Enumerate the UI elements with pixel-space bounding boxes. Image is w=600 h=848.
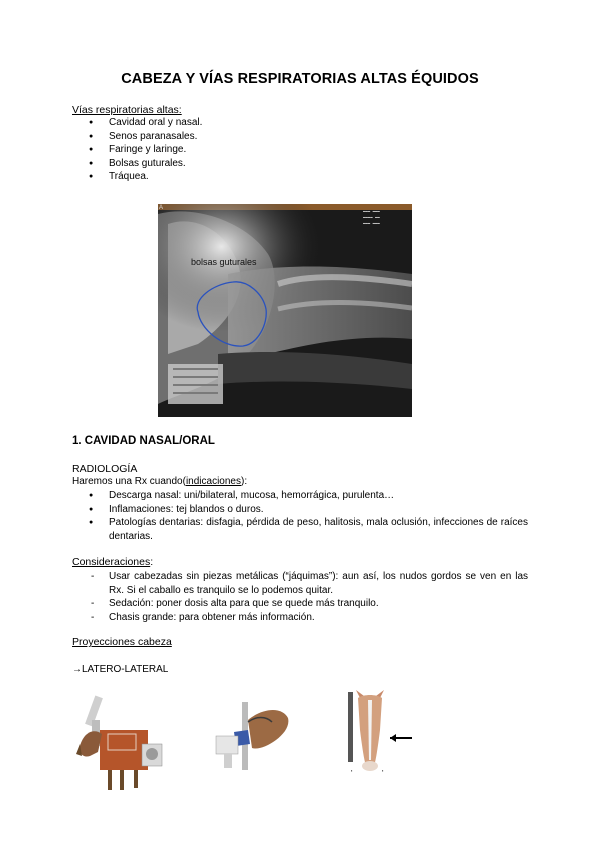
horse-frontal-figure <box>346 690 414 776</box>
indicaciones-link: indicaciones <box>185 476 241 487</box>
latero-lateral-label: →LATERO-LATERAL <box>72 664 169 675</box>
list-item: ● Bolsas guturales. <box>72 157 202 171</box>
svg-text:▪: ▪ <box>351 768 353 773</box>
radiologia-label: RADIOLOGÍA <box>72 463 138 475</box>
page-title: CABEZA Y VÍAS RESPIRATORIAS ALTAS ÉQUIDOS <box>121 71 479 87</box>
section-heading: 1. CAVIDAD NASAL/ORAL <box>72 435 215 447</box>
svg-text:▬▬▬ ▬▬▬: ▬▬▬ ▬▬▬ <box>363 210 380 214</box>
list-item: - Sedación: poner dosis alta para que se quede más tranquilo. <box>72 597 528 611</box>
list-item: - Chasis grande: para obtener más información. <box>72 611 528 625</box>
list-item: ● Cavidad oral y nasal. <box>72 116 202 130</box>
consideraciones-heading <box>72 556 153 568</box>
xray-image <box>158 204 412 417</box>
list-item: ● Inflamaciones: tej blandos o duros. <box>72 503 528 517</box>
vias-respiratorias-label: Vías respiratorias altas: <box>72 104 182 116</box>
indicaciones-list <box>72 489 528 543</box>
list-item: - Usar cabezadas sin piezas metálicas (“jáquimas”): aun así, los nudos gordos se ven en las Rx. Si el caballo es tranquilo se lo podemos quitar. <box>72 570 528 597</box>
horse-lateral-figure <box>72 694 168 794</box>
indicaciones-intro <box>72 476 247 487</box>
svg-text:▪: ▪ <box>382 768 384 773</box>
svg-text:▬▬▬ ▬▬▬: ▬▬▬ ▬▬▬ <box>363 222 380 226</box>
list-item: ● Patologías dentarias: disfagia, pérdida de peso, halitosis, mala oclusión, infecciones de raíces dentarias. <box>72 516 528 543</box>
consideraciones-label: Consideraciones <box>72 556 151 568</box>
list-item: ● Senos paranasales. <box>72 130 202 144</box>
list-item: ● Tráquea. <box>72 170 202 184</box>
consideraciones-colon: : <box>150 556 154 568</box>
proyecciones-heading: Proyecciones cabeza <box>72 636 172 648</box>
horse-head-figure <box>212 700 290 772</box>
list-item: ● Descarga nasal: uni/bilateral, mucosa, hemorrágica, purulenta… <box>72 489 528 503</box>
intro-suffix: ): <box>241 476 248 487</box>
xray-label: bolsas guturales <box>191 257 257 267</box>
svg-text:▬▬▬▬ ▬▬: ▬▬▬▬ ▬▬ <box>363 216 380 220</box>
vias-list <box>72 116 202 184</box>
consideraciones-list <box>72 570 528 624</box>
xray-corner-label: A <box>159 205 164 211</box>
intro-prefix: Haremos una Rx cuando( <box>72 476 186 487</box>
list-item: ● Faringe y laringe. <box>72 143 202 157</box>
